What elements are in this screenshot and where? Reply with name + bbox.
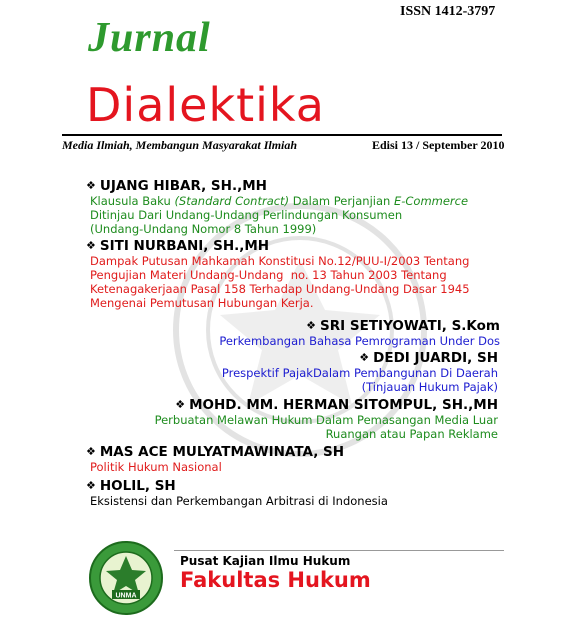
header-divider — [62, 134, 502, 136]
journal-tagline: Media Ilmiah, Membangun Masyarakat Ilmiah — [62, 138, 298, 152]
article-entry — [86, 178, 468, 236]
diamond-bullet-icon: ❖ — [306, 319, 317, 332]
article-author: ❖ DEDI JUARDI, SH — [359, 350, 498, 366]
article-entry — [222, 350, 498, 394]
article-title-line: Mengenai Pemutusan Hubungan Kerja. — [90, 296, 314, 310]
diamond-bullet-icon: ❖ — [86, 445, 96, 458]
journal-word: Jurnal — [88, 15, 211, 61]
article-author: ❖ SITI NURBANI, SH.,MH — [86, 238, 270, 254]
article-title-line: Perkembangan Bahasa Pemrograman Under Dos — [219, 334, 500, 348]
article-title-line: Dampak Putusan Mahkamah Konstitusi No.12/PUU-I/2003 Tentang — [90, 254, 470, 268]
article-title-line: Eksistensi dan Perkembangan Arbitrasi di Indonesia — [90, 494, 388, 508]
article-title-line: Ketenagakerjaan Pasal 158 Terhadap Undang-Undang Dasar 1945 — [90, 282, 470, 296]
article-title-line: Politik Hukum Nasional — [90, 460, 222, 474]
diamond-bullet-icon: ❖ — [86, 179, 96, 192]
research-center-label: Pusat Kajian Ilmu Hukum — [180, 554, 351, 568]
article-entry — [219, 318, 500, 348]
article-title-line: Ruangan atau Papan Reklame — [325, 427, 498, 441]
diamond-bullet-icon: ❖ — [86, 479, 96, 492]
article-entry — [86, 444, 344, 474]
diamond-bullet-icon: ❖ — [175, 398, 186, 411]
article-author: ❖ MOHD. MM. HERMAN SITOMPUL, SH.,MH — [175, 397, 498, 413]
article-author: ❖ HOLIL, SH — [86, 478, 176, 494]
diamond-bullet-icon: ❖ — [359, 351, 370, 364]
article-entry — [155, 397, 498, 441]
article-author: ❖ SRI SETIYOWATI, S.Kom — [306, 318, 500, 334]
university-logo — [88, 540, 164, 616]
article-title: Klausula Baku (Standard Contract) Dalam Perjanjian E-Commerce — [90, 194, 469, 208]
article-title-line: Perbuatan Melawan Hukum Dalam Pemasangan Media Luar — [154, 413, 498, 427]
journal-title: Dialektika — [86, 78, 325, 132]
edition-label: Edisi 13 / September 2010 — [372, 138, 505, 152]
article-entry — [86, 478, 388, 508]
diamond-bullet-icon: ❖ — [86, 239, 96, 252]
article-author: ❖ UJANG HIBAR, SH.,MH — [86, 178, 267, 194]
article-title-line: (Tinjauan Hukum Pajak) — [361, 380, 498, 394]
article-title-line: Ditinjau Dari Undang-Undang Perlindungan Konsumen — [90, 208, 403, 222]
article-author: ❖ MAS ACE MULYATMAWINATA, SH — [86, 444, 345, 460]
issn-number: ISSN 1412-3797 — [400, 4, 496, 19]
article-title-line: Prespektif PajakDalam Pembangunan Di Daerah — [221, 366, 498, 380]
article-entry — [86, 238, 470, 310]
article-title-line: Pengujian Materi Undang-Undang no. 13 Tahun 2003 Tentang — [90, 268, 447, 282]
footer-divider — [174, 550, 504, 551]
article-title-line: (Undang-Undang Nomor 8 Tahun 1999) — [90, 222, 317, 236]
faculty-label: Fakultas Hukum — [180, 568, 371, 592]
svg-text:UNMA: UNMA — [115, 592, 137, 600]
